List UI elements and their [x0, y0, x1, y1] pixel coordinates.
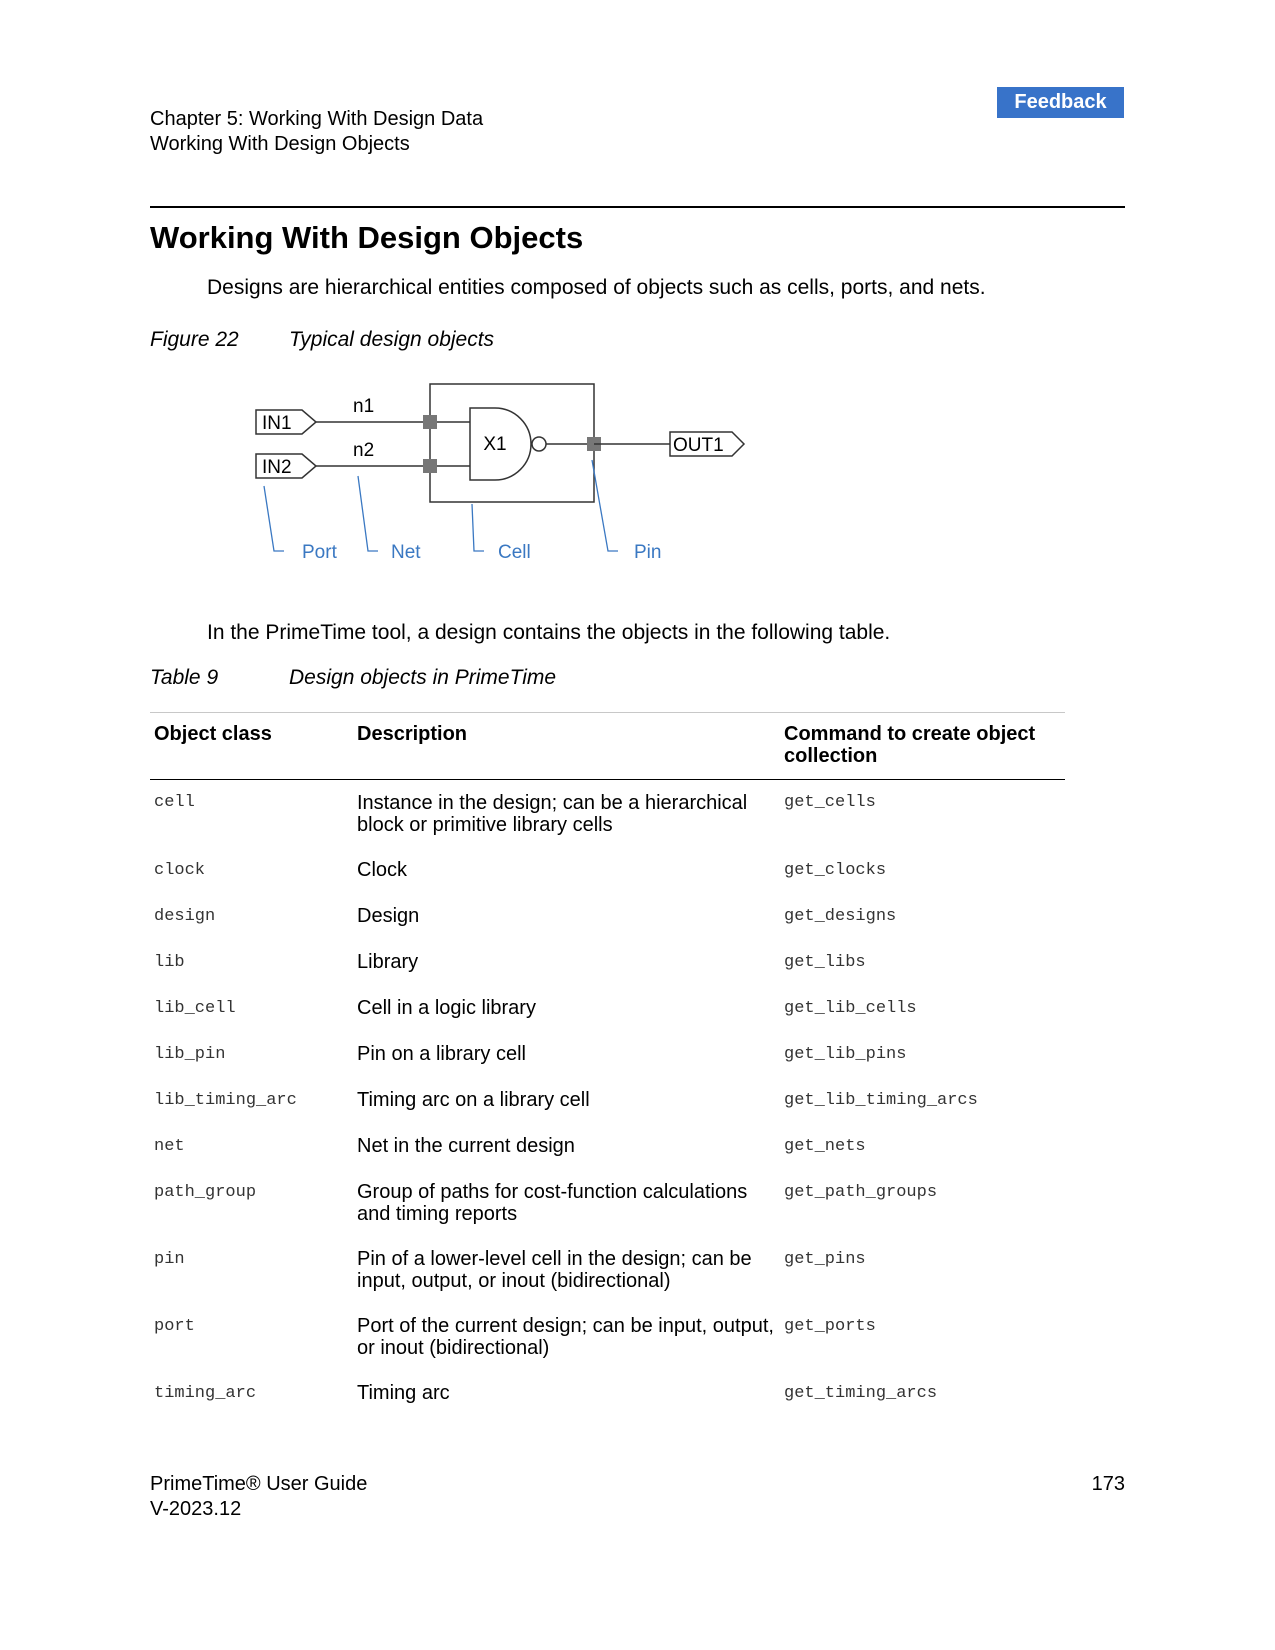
object-class-cell: lib_pin — [154, 1045, 226, 1064]
table-row — [150, 1315, 1065, 1382]
design-objects-diagram — [250, 378, 760, 578]
table-row — [150, 1248, 1065, 1315]
table-row — [150, 997, 1065, 1043]
callout-net: Net — [391, 542, 421, 563]
pin-square — [423, 415, 437, 429]
table-row — [150, 951, 1065, 997]
object-class-cell: design — [154, 907, 216, 926]
table-row — [150, 1089, 1065, 1135]
command-cell: get_lib_cells — [784, 999, 917, 1018]
callout-cell: Cell — [498, 542, 531, 563]
running-header — [150, 107, 483, 157]
design-objects-table — [150, 712, 1065, 1405]
in1-label: IN1 — [262, 413, 292, 434]
callout-lines — [264, 460, 618, 551]
chapter-title: Chapter 5: Working With Design Data — [150, 108, 484, 130]
table-number: Table 9 — [150, 666, 219, 689]
table-row — [150, 1382, 1065, 1405]
table-intro-paragraph: In the PrimeTime tool, a design contains the objects in the following table. — [207, 621, 891, 644]
column-header-command: Command to create object collection — [784, 723, 1036, 767]
column-header-description: Description — [357, 723, 468, 745]
x1-label: X1 — [483, 434, 507, 455]
command-cell: get_clocks — [784, 861, 887, 880]
description-cell: Cell in a logic library — [357, 997, 536, 1019]
pin-square — [423, 459, 437, 473]
description-cell: Net in the current design — [357, 1135, 575, 1157]
command-cell: get_ports — [784, 1317, 876, 1336]
callout-pin: Pin — [634, 542, 662, 563]
command-cell: get_lib_timing_arcs — [784, 1091, 978, 1110]
command-cell: get_libs — [784, 953, 866, 972]
description-cell: Clock — [357, 859, 408, 881]
table-row — [150, 1181, 1065, 1248]
object-class-cell: port — [154, 1317, 195, 1336]
object-class-cell: pin — [154, 1250, 185, 1269]
description-cell: Group of paths for cost-function calculations and timing reports — [357, 1181, 748, 1225]
callout-port: Port — [302, 542, 337, 563]
inverter-bubble — [532, 437, 546, 451]
description-cell: Library — [357, 951, 419, 973]
in2-label: IN2 — [262, 457, 292, 478]
description-cell: Design — [357, 905, 420, 927]
object-class-cell: path_group — [154, 1183, 257, 1202]
command-cell: get_nets — [784, 1137, 866, 1156]
table-title: Design objects in PrimeTime — [289, 666, 557, 689]
object-class-cell: clock — [154, 861, 206, 880]
feedback-button[interactable]: Feedback — [997, 87, 1124, 118]
object-class-cell: lib — [154, 953, 185, 972]
table-row — [150, 1043, 1065, 1089]
object-class-cell: timing_arc — [154, 1384, 257, 1403]
object-class-cell: lib_cell — [154, 999, 236, 1018]
cell-box — [430, 384, 594, 502]
command-cell: get_cells — [784, 793, 876, 812]
description-cell: Pin of a lower-level cell in the design; can be input, output, or inout (bidirectional) — [357, 1248, 752, 1292]
description-cell: Timing arc — [357, 1382, 450, 1404]
guide-version: V-2023.12 — [150, 1498, 242, 1520]
description-cell: Instance in the design; can be a hierarchical block or primitive library cells — [357, 792, 748, 836]
figure-title: Typical design objects — [289, 328, 495, 351]
column-header-object-class: Object class — [154, 723, 272, 745]
table-row — [150, 780, 1065, 860]
description-cell: Pin on a library cell — [357, 1043, 526, 1065]
page-title: Working With Design Objects — [150, 220, 584, 255]
object-class-cell: cell — [154, 793, 195, 812]
command-cell: get_timing_arcs — [784, 1384, 938, 1403]
command-cell: get_lib_pins — [784, 1045, 907, 1064]
page-footer — [150, 1472, 367, 1522]
guide-title: PrimeTime® User Guide — [150, 1473, 368, 1495]
object-class-cell: net — [154, 1137, 185, 1156]
table-row — [150, 905, 1065, 951]
section-title: Working With Design Objects — [150, 133, 410, 155]
command-cell: get_pins — [784, 1250, 866, 1269]
intro-paragraph: Designs are hierarchical entities composed of objects such as cells, ports, and nets. — [207, 276, 986, 299]
net-n1-label: n1 — [353, 396, 375, 417]
table-row — [150, 1135, 1065, 1181]
description-cell: Port of the current design; can be input, output, or inout (bidirectional) — [357, 1315, 774, 1359]
net-n2-label: n2 — [353, 440, 375, 461]
out1-label: OUT1 — [673, 435, 724, 456]
table-row — [150, 859, 1065, 905]
command-cell: get_path_groups — [784, 1183, 938, 1202]
description-cell: Timing arc on a library cell — [357, 1089, 590, 1111]
command-cell: get_designs — [784, 907, 897, 926]
object-class-cell: lib_timing_arc — [154, 1091, 297, 1110]
header-divider — [150, 206, 1125, 208]
table-header-row — [150, 713, 1065, 780]
figure-number: Figure 22 — [150, 328, 239, 351]
page-number: 173 — [1091, 1473, 1125, 1495]
